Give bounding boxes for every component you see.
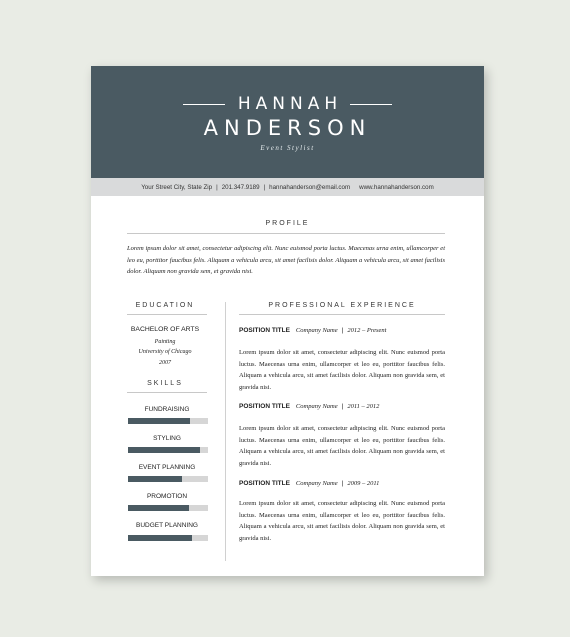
left-rule-line: [183, 104, 225, 105]
skill-bar-fill: [128, 447, 200, 453]
education-degree: BACHELOR OF ARTS: [130, 326, 200, 333]
job-title: Event Stylist: [260, 144, 315, 152]
skill-label: BUDGET PLANNING: [135, 522, 198, 529]
skill-label: FUNDRAISING: [144, 406, 190, 413]
job-company: Company Name: [295, 480, 338, 487]
last-name: ANDERSON: [203, 116, 372, 140]
education-year: 2007: [159, 360, 171, 366]
education-school: University of Chicago: [138, 349, 192, 355]
job-separator: |: [341, 480, 344, 487]
skills-heading: SKILLS: [147, 380, 183, 387]
contact-address: Your Street City, State Zip: [141, 183, 213, 191]
job-company: Company Name: [295, 327, 338, 334]
profile-heading: PROFILE: [265, 220, 310, 227]
skill-bar-fill: [128, 505, 189, 511]
job-position: POSITION TITLE: [239, 480, 290, 487]
skill-label: EVENT PLANNING: [138, 464, 196, 471]
skill-bar-track: [128, 447, 208, 453]
contact-separator: |: [216, 183, 218, 191]
skills-divider: [127, 392, 207, 393]
first-name: HANNAH: [237, 94, 343, 114]
right-rule-line: [350, 104, 392, 105]
resume-header: [91, 66, 484, 178]
job-separator: |: [341, 327, 344, 334]
skill-label: STYLING: [153, 435, 181, 442]
skill-bar-track: [128, 535, 208, 541]
column-divider: [225, 302, 226, 561]
job-dates: 2011 – 2012: [347, 403, 380, 410]
job-position: POSITION TITLE: [239, 403, 290, 410]
job-heading: [239, 480, 379, 487]
education-divider: [127, 314, 207, 315]
skill-bar-fill: [128, 476, 182, 482]
contact-separator: |: [263, 183, 266, 191]
education-heading: EDUCATION: [135, 302, 195, 309]
contact-email: hannahanderson@email.com: [269, 183, 351, 191]
contact-phone: 201.347.9189: [221, 183, 260, 191]
first-name-row: [91, 94, 484, 114]
job-company: Company Name: [295, 403, 338, 410]
contact-website: www.hannahanderson.com: [359, 183, 434, 191]
profile-text: Lorem ipsum dolor sit amet, consectetur adipiscing elit. Nunc euismod porta luctus. Maecenas urna enim, ullamcorper et leo eu, porttitor faucibus felis. Aliquam a vehicula arcu, sit amet facilisis dolor. Aliquam a vehicula arcu, sit amet facilisis dolor. Aliquam non gravida sem, et gravida nisi.: [127, 245, 445, 275]
skill-bar-track: [128, 418, 208, 424]
job-description: Lorem ipsum dolor sit amet, consectetur adipiscing elit. Nunc euismod porta luctus. Maecenas urna enim, ullamcorper et leo eu, porttitor faucibus felis. Aliquam a vehicula arcu, sit amet facilisis dolor. Aliquam non gravida sem, et gravida nisi.: [239, 349, 445, 391]
job-position: POSITION TITLE: [239, 327, 290, 334]
job-description: Lorem ipsum dolor sit amet, consectetur adipiscing elit. Nunc euismod porta luctus. Maecenas urna enim, ullamcorper et leo eu, porttitor faucibus felis. Aliquam a vehicula arcu, sit amet facilisis dolor. Aliquam non gravida sem, et gravida nisi.: [239, 500, 445, 542]
job-heading: [239, 327, 386, 334]
job-separator: |: [341, 403, 344, 410]
skill-label: PROMOTION: [146, 493, 188, 500]
skill-bar-fill: [128, 535, 192, 541]
experience-heading: PROFESSIONAL EXPERIENCE: [268, 302, 416, 309]
education-field: Painting: [154, 339, 176, 345]
contact-bar: [91, 178, 484, 196]
job-dates: 2012 – Present: [347, 327, 387, 334]
experience-divider: [239, 314, 445, 315]
skill-bar-fill: [128, 418, 190, 424]
job-dates: 2009 – 2011: [347, 480, 380, 487]
job-description: Lorem ipsum dolor sit amet, consectetur adipiscing elit. Nunc euismod porta luctus. Maecenas urna enim, ullamcorper et leo eu, porttitor faucibus felis. Aliquam a vehicula arcu, sit amet facilisis dolor. Aliquam non gravida sem, et gravida nisi.: [239, 425, 445, 467]
profile-divider: [127, 233, 445, 234]
resume-page: [91, 66, 484, 576]
skill-bar-track: [128, 505, 208, 511]
job-heading: [239, 403, 379, 410]
skill-bar-track: [128, 476, 208, 482]
